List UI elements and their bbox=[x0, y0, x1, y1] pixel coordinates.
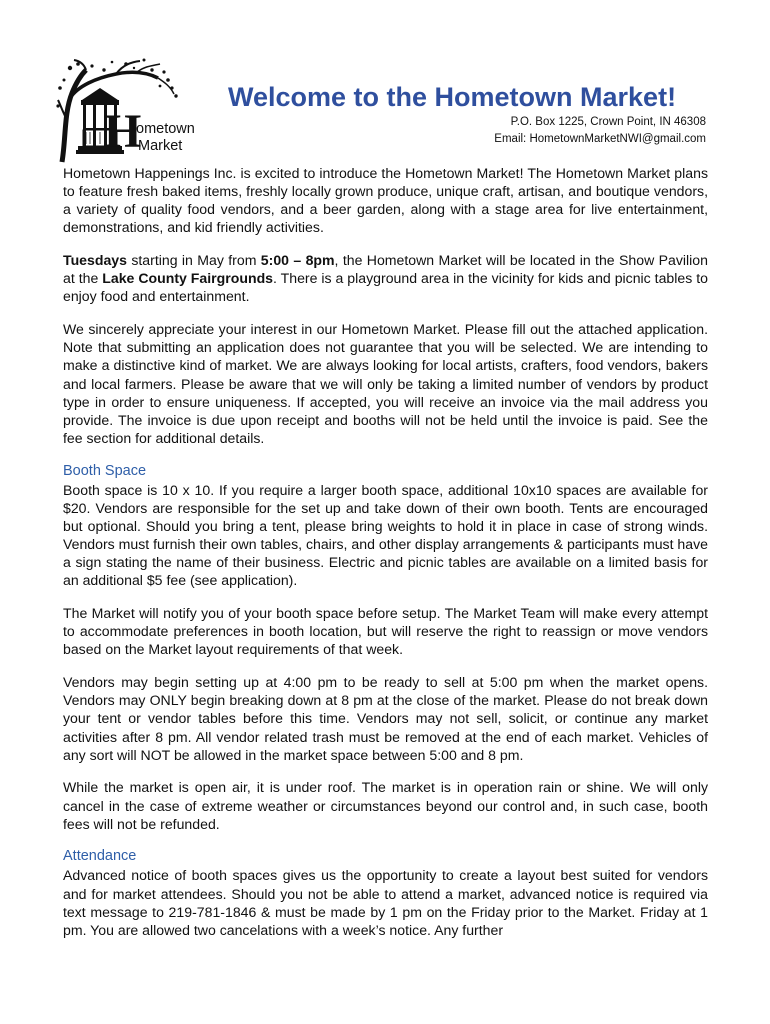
booth-paragraph-1: Booth space is 10 x 10. If you require a larger booth space, additional 10x10 spaces are available for $20. Vendors are responsible for the set up and take down of their own booth. Tents are encouraged but optional. Should you bring a tent, please bring weights to hold it in place in case of strong winds. Vendors must furnish their own tables, chairs, and other display arrangements & participants must have a sign stating the name of their business. Electric and picnic tables are available on a limited basis for an additional $5 fee (see application). bbox=[63, 481, 708, 589]
mailing-address: P.O. Box 1225, Crown Point, IN 46308 bbox=[510, 116, 706, 128]
booth-space-heading: Booth Space bbox=[63, 462, 147, 479]
attendance-paragraph-1: Advanced notice of booth spaces gives us the opportunity to create a layout best suited for vendors and for market attendees. Should you not be able to attend a market, advanced notice is required via text message to 219-781-1846 & must be made by 1 pm on the Friday prior to the Market. Friday at 1 pm. You are allowed two cancelations with a week’s notice. Any further bbox=[63, 867, 708, 938]
appreciation-paragraph: We sincerely appreciate your interest in our Hometown Market. Please fill out the attached application. Note that submitting an application does not guarantee that you will be selected. We are intending to make a distinctive kind of market. We are always looking for local artists, crafters, food vendors, bakers and local farmers. Please be aware that we will only be taking a limited number of vendors by product type in order to ensure uniqueness. If accepted, you will receive an invoice via the mail address you provide. The invoice is due upon receipt and booths will not be held until the invoice is paid. See the fee section for additional details. bbox=[63, 321, 708, 447]
schedule-text-1: starting in May from bbox=[126, 252, 261, 269]
hometown-market-logo bbox=[56, 58, 206, 163]
schedule-text-2: , the Hometown Market will be located in the Show Pavilion at the bbox=[63, 252, 708, 287]
booth-paragraph-3: Vendors may begin setting up at 4:00 pm to be ready to sell at 5:00 pm when the market opens. Vendors may ONLY begin breaking down at 8 pm at the close of the market. Please do not break down your tent or vendor tables before this time. Vendors may not sell, solicit, or continue any market activities after 8 pm. All vendor related trash must be removed at the end of each market. Vehicles of any sort will NOT be allowed in the market space between 5:00 and 8 pm. bbox=[63, 674, 708, 763]
logo-text-line1: ometown bbox=[136, 121, 195, 137]
logo-text-line2: Market bbox=[138, 138, 183, 154]
schedule-time: 5:00 – 8pm bbox=[260, 252, 335, 269]
booth-paragraph-4: While the market is open air, it is under roof. The market is in operation rain or shine. We will only cancel in the case of extreme weather or circumstances beyond our control and, in such case, booth fees will not be refunded. bbox=[63, 779, 708, 832]
booth-paragraph-2: The Market will notify you of your booth space before setup. The Market Team will make every attempt to accommodate preferences in booth location, but will reserve the right to reassign or move vendors based on the Market layout requirements of that week. bbox=[63, 605, 708, 658]
page-title: Welcome to the Hometown Market! bbox=[228, 82, 677, 112]
schedule-paragraph bbox=[63, 251, 708, 305]
attendance-heading: Attendance bbox=[63, 848, 137, 865]
schedule-venue: Lake County Fairgrounds bbox=[102, 270, 274, 287]
schedule-day: Tuesdays bbox=[63, 252, 127, 269]
intro-paragraph: Hometown Happenings Inc. is excited to introduce the Hometown Market! The Hometown Market plans to feature fresh baked items, freshly locally grown produce, unique craft, artisan, and boutique vendors, a variety of quality food vendors, and a beer garden, along with a stage area for live entertainment, demonstrations, and kid friendly activities. bbox=[63, 165, 708, 236]
logo-initial: H bbox=[104, 105, 142, 158]
contact-email: Email: HometownMarketNWI@gmail.com bbox=[494, 133, 706, 145]
schedule-text-3: . There is a playground area in the vicinity for kids and picnic tables to enjoy food and entertainment. bbox=[63, 270, 708, 305]
document-body bbox=[63, 164, 708, 953]
